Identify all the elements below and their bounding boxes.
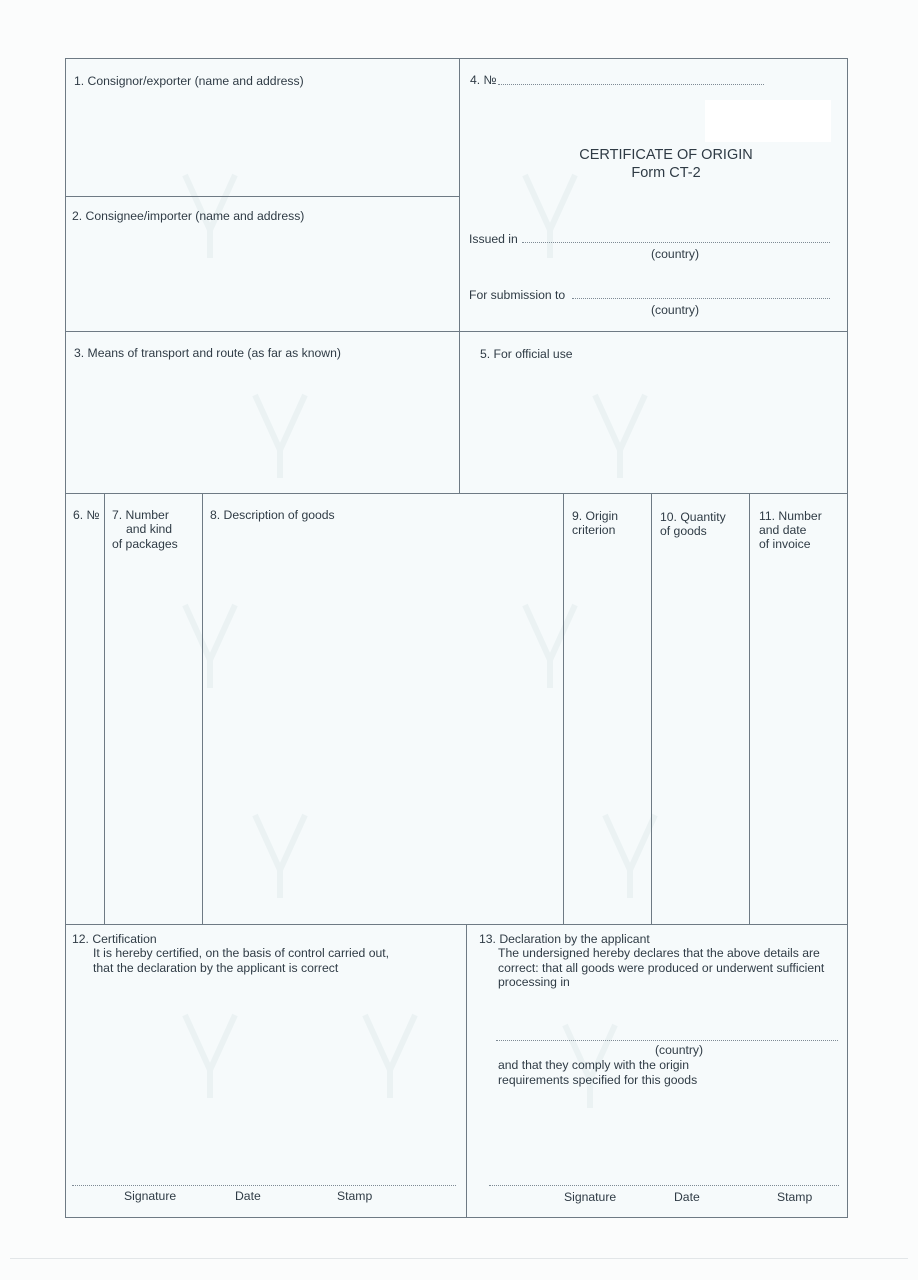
col11-header-line2: and date xyxy=(759,523,807,537)
box3-label: 3. Means of transport and route (as far as known) xyxy=(74,346,341,360)
page-edge-line xyxy=(10,1258,908,1259)
col7-header-line2: and kind xyxy=(126,522,173,536)
box2-label: 2. Consignee/importer (name and address) xyxy=(72,209,305,223)
document-title: CERTIFICATE OF ORIGIN xyxy=(579,147,753,163)
divider-box2-box3 xyxy=(65,331,848,332)
col10-header-line2: of goods xyxy=(660,524,707,538)
watermark-emblem-icon xyxy=(520,170,580,260)
box4-number-field[interactable] xyxy=(498,84,764,85)
box12-label: 12. Certification xyxy=(72,932,157,946)
col9-header-line2: criterion xyxy=(572,523,616,537)
box12-signature-field[interactable] xyxy=(72,1185,456,1186)
box12-text-line2: that the declaration by the applicant is correct xyxy=(93,961,339,975)
col10-header-line1: 10. Quantity xyxy=(660,510,726,524)
box12-signature-caption: Signature xyxy=(124,1189,177,1203)
divider-col9 xyxy=(651,493,652,924)
col8-header: 8. Description of goods xyxy=(210,508,335,522)
box12-text-line1: It is hereby certified, on the basis of control carried out, xyxy=(93,946,390,960)
watermark-emblem-icon xyxy=(250,390,310,480)
box4-number-label: 4. № xyxy=(470,73,497,87)
divider-col10 xyxy=(749,493,750,924)
box13-date-caption: Date xyxy=(674,1190,700,1204)
col11-header-line3: of invoice xyxy=(759,537,811,551)
col9-header-line1: 9. Origin xyxy=(572,509,619,523)
divider-box1-box2 xyxy=(65,196,459,197)
submission-to-field[interactable] xyxy=(572,298,830,299)
col11-header-line1: 11. Number xyxy=(759,509,822,523)
watermark-emblem-icon xyxy=(360,1010,420,1100)
col7-header-line1: 7. Number xyxy=(112,508,169,522)
box13-comply-line1: and that they comply with the origin xyxy=(498,1058,690,1072)
issued-in-field[interactable] xyxy=(522,242,830,243)
divider-box12-box13 xyxy=(466,924,467,1218)
box12-date-caption: Date xyxy=(235,1189,261,1203)
watermark-emblem-icon xyxy=(520,600,580,690)
divider-col7 xyxy=(202,493,203,924)
divider-top-vertical xyxy=(459,58,460,494)
col7-header-line3: of packages xyxy=(112,537,178,551)
document-subtitle: Form CT-2 xyxy=(631,165,701,181)
box1-label: 1. Consignor/exporter (name and address) xyxy=(74,74,304,88)
box13-text-line1: The undersigned hereby declares that the above details are xyxy=(498,946,820,960)
box13-stamp-caption: Stamp xyxy=(777,1190,813,1204)
watermark-emblem-icon xyxy=(590,390,650,480)
watermark-emblem-icon xyxy=(180,1010,240,1100)
box13-text-line2: correct: that all goods were produced or underwent sufficient xyxy=(498,961,825,975)
box5-label: 5. For official use xyxy=(480,347,573,361)
col6-header: 6. № xyxy=(73,508,100,522)
divider-col6 xyxy=(104,493,105,924)
divider-col8 xyxy=(563,493,564,924)
box13-country-caption: (country) xyxy=(655,1043,704,1057)
issued-in-country-caption: (country) xyxy=(651,247,700,261)
box13-text-line3: processing in xyxy=(498,975,570,989)
box13-signature-caption: Signature xyxy=(564,1190,617,1204)
divider-box3-table xyxy=(65,493,848,494)
box13-comply-line2: requirements specified for this goods xyxy=(498,1073,698,1087)
box13-label: 13. Declaration by the applicant xyxy=(479,932,650,946)
box12-stamp-caption: Stamp xyxy=(337,1189,373,1203)
blank-patch xyxy=(705,100,831,142)
issued-in-label: Issued in xyxy=(469,232,518,246)
box13-country-field[interactable] xyxy=(496,1040,838,1041)
submission-to-label: For submission to xyxy=(469,288,566,302)
watermark-emblem-icon xyxy=(180,600,240,690)
submission-country-caption: (country) xyxy=(651,303,700,317)
divider-table-bottom xyxy=(65,924,848,925)
watermark-emblem-icon xyxy=(250,810,310,900)
box13-signature-field[interactable] xyxy=(489,1185,839,1186)
